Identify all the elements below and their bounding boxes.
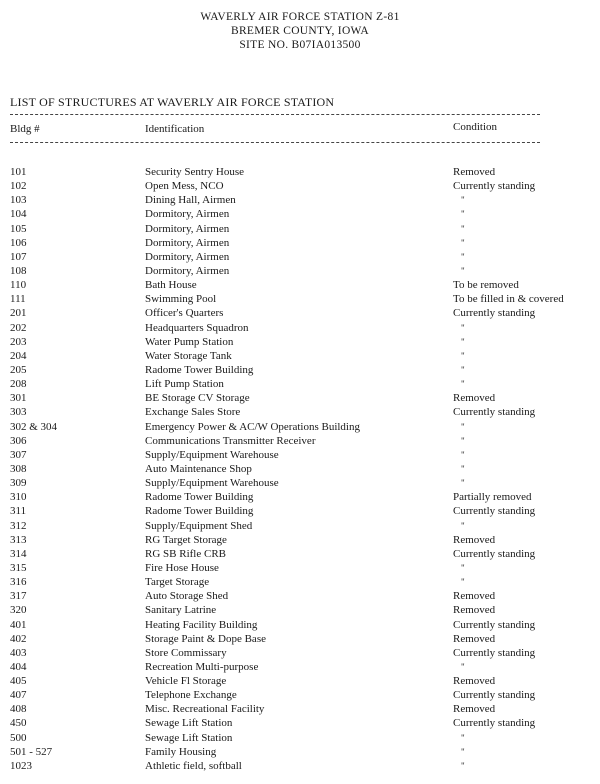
condition: " [461,463,465,474]
bldg-number: 408 [10,703,27,716]
identification: Auto Maintenance Shop [145,462,252,475]
condition: " [461,251,465,262]
bldg-number: 204 [10,349,27,362]
condition: " [461,350,465,361]
table-row [0,589,600,603]
condition: " [461,195,465,206]
table-row [0,306,600,320]
condition: Removed [453,590,496,603]
identification: Sanitary Latrine [145,604,217,617]
identification: Water Pump Station [145,335,234,348]
condition: " [461,562,465,573]
condition: Removed [453,392,496,405]
condition: " [461,223,465,234]
bldg-number: 500 [10,731,27,744]
document-header [0,10,600,52]
identification: Sewage Lift Station [145,731,233,744]
bldg-number: 103 [10,194,27,207]
identification: Headquarters Squadron [145,321,249,334]
table-row [0,165,600,179]
condition: " [461,661,465,672]
table-row [0,179,600,193]
condition: " [461,732,465,743]
table-row [0,490,600,504]
condition: Partially removed [453,491,532,504]
identification: Sewage Lift Station [145,717,233,730]
table-row [0,561,600,575]
condition: " [461,322,465,333]
table-row [0,674,600,688]
identification: Bath House [145,279,197,292]
identification: Radome Tower Building [145,491,254,504]
table-row [0,660,600,674]
table-row [0,391,600,405]
table-row [0,321,600,335]
condition: " [461,520,465,531]
bldg-number: 202 [10,321,27,334]
table-row [0,405,600,419]
condition: Removed [453,166,496,178]
identification: Communications Transmitter Receiver [145,434,316,447]
condition: Currently standing [453,717,536,730]
condition: " [461,421,465,432]
table-row [0,688,600,702]
condition: Currently standing [453,689,536,702]
condition: " [461,364,465,375]
bldg-number: 111 [10,293,26,306]
bldg-number: 110 [10,279,27,292]
identification: Auto Storage Shed [145,590,229,603]
table-row [0,335,600,349]
station-title: WAVERLY AIR FORCE STATION Z-81 [200,11,400,23]
identification: Heating Facility Building [145,618,258,631]
bldg-number: 407 [10,689,27,702]
table-row [0,250,600,264]
identification: Fire Hose House [145,561,219,574]
table-row [0,504,600,518]
identification: Dormitory, Airmen [145,222,230,235]
bldg-number: 205 [10,363,27,376]
bldg-number: 101 [10,166,27,178]
county-line: BREMER COUNTY, IOWA [230,25,370,37]
column-header-identification: Identification [145,123,205,135]
site-number: SITE NO. B07IA013500 [239,39,361,51]
identification: Officer's Quarters [145,307,224,320]
identification: BE Storage CV Storage [145,392,250,405]
table-row [0,363,600,377]
condition: " [461,746,465,757]
condition: Removed [453,703,496,716]
column-header-condition: Condition [453,121,498,133]
condition: " [461,577,465,588]
bldg-number: 312 [10,519,27,532]
bldg-number: 501 - 527 [10,745,53,758]
condition: Currently standing [453,547,536,560]
identification: Supply/Equipment Warehouse [145,477,279,490]
table-row [0,716,600,730]
structures-list [0,165,600,773]
bldg-number: 302 & 304 [10,420,58,433]
bldg-number: 1023 [10,759,32,772]
table-row [0,292,600,306]
table-row [0,618,600,632]
identification: Radome Tower Building [145,363,254,376]
bldg-number: 315 [10,561,27,574]
condition: To be removed [453,279,519,292]
bldg-number: 320 [10,604,27,617]
bldg-number: 303 [10,406,27,419]
table-row [0,547,600,561]
identification: Swimming Pool [145,293,217,306]
identification: Dormitory, Airmen [145,264,230,277]
condition: " [461,379,465,390]
bldg-number: 401 [10,618,27,631]
identification: Dormitory, Airmen [145,236,230,249]
bldg-number: 203 [10,335,27,348]
bldg-number: 107 [10,250,27,263]
table-row [0,646,600,660]
identification: Dormitory, Airmen [145,250,230,263]
table-row [0,632,600,646]
bldg-number: 314 [10,547,27,560]
table-row [0,575,600,589]
identification: Open Mess, NCO [145,180,224,193]
header-divider [10,142,540,143]
identification: Supply/Equipment Shed [145,519,253,532]
identification: Recreation Multi-purpose [145,660,259,673]
table-row [0,236,600,250]
bldg-number: 403 [10,646,27,659]
condition: To be filled in & covered [453,293,564,306]
table-row [0,434,600,448]
top-divider [10,114,540,115]
bldg-number: 311 [10,505,27,518]
table-row [0,603,600,617]
bldg-number: 201 [10,307,27,320]
condition: " [461,237,465,248]
bldg-number: 105 [10,222,27,235]
condition: Removed [453,533,496,546]
identification: Exchange Sales Store [145,406,241,419]
column-header-bldg: Bldg # [10,123,40,135]
condition: Currently standing [453,505,536,518]
bldg-number: 404 [10,660,27,673]
table-row [0,759,600,773]
bldg-number: 102 [10,180,27,193]
bldg-number: 208 [10,378,27,391]
identification: Athletic field, softball [145,759,242,772]
identification: Dormitory, Airmen [145,208,230,221]
table-row [0,207,600,221]
condition: Removed [453,675,496,688]
condition: " [461,449,465,460]
identification: Dining Hall, Airmen [145,194,236,207]
bldg-number: 106 [10,236,27,249]
identification: Emergency Power & AC/W Operations Building [145,420,360,433]
identification: Security Sentry House [145,166,244,178]
bldg-number: 402 [10,632,27,645]
condition: " [461,336,465,347]
table-row [0,519,600,533]
identification: Telephone Exchange [145,689,237,702]
bldg-number: 306 [10,434,27,447]
bldg-number: 313 [10,533,27,546]
condition: " [461,435,465,446]
identification: Storage Paint & Dope Base [145,632,266,645]
bldg-number: 405 [10,675,27,688]
table-row [0,264,600,278]
identification: Water Storage Tank [145,349,232,362]
identification: Supply/Equipment Warehouse [145,448,279,461]
identification: Lift Pump Station [145,378,224,391]
condition: " [461,478,465,489]
condition: Removed [453,632,496,645]
list-title: LIST OF STRUCTURES AT WAVERLY AIR FORCE STATION [10,95,335,109]
identification: Radome Tower Building [145,505,254,518]
condition: Currently standing [453,618,536,631]
bldg-number: 308 [10,462,27,475]
bldg-number: 108 [10,264,27,277]
bldg-number: 317 [10,590,27,603]
table-row [0,448,600,462]
table-row [0,420,600,434]
condition: Currently standing [453,307,536,320]
identification: RG SB Rifle CRB [145,547,226,560]
table-row [0,731,600,745]
identification: Store Commissary [145,646,227,659]
bldg-number: 316 [10,576,27,589]
table-row [0,222,600,236]
condition: Currently standing [453,646,536,659]
bldg-number: 307 [10,448,27,461]
bldg-number: 450 [10,717,27,730]
condition: Removed [453,604,496,617]
table-row [0,702,600,716]
condition: " [461,209,465,220]
condition: " [461,760,465,771]
table-row [0,745,600,759]
table-row [0,476,600,490]
identification: RG Target Storage [145,533,227,546]
bldg-number: 104 [10,208,27,221]
table-row [0,377,600,391]
bldg-number: 309 [10,477,27,490]
bldg-number: 310 [10,491,27,504]
table-row [0,462,600,476]
bldg-number: 301 [10,392,27,405]
identification: Vehicle Fl Storage [145,675,227,688]
table-row [0,349,600,363]
condition: " [461,265,465,276]
table-row [0,533,600,547]
table-row [0,193,600,207]
condition: Currently standing [453,406,536,419]
identification: Family Housing [145,745,217,758]
condition: Currently standing [453,180,536,193]
table-row [0,278,600,292]
identification: Target Storage [145,576,210,589]
identification: Misc. Recreational Facility [145,703,265,716]
